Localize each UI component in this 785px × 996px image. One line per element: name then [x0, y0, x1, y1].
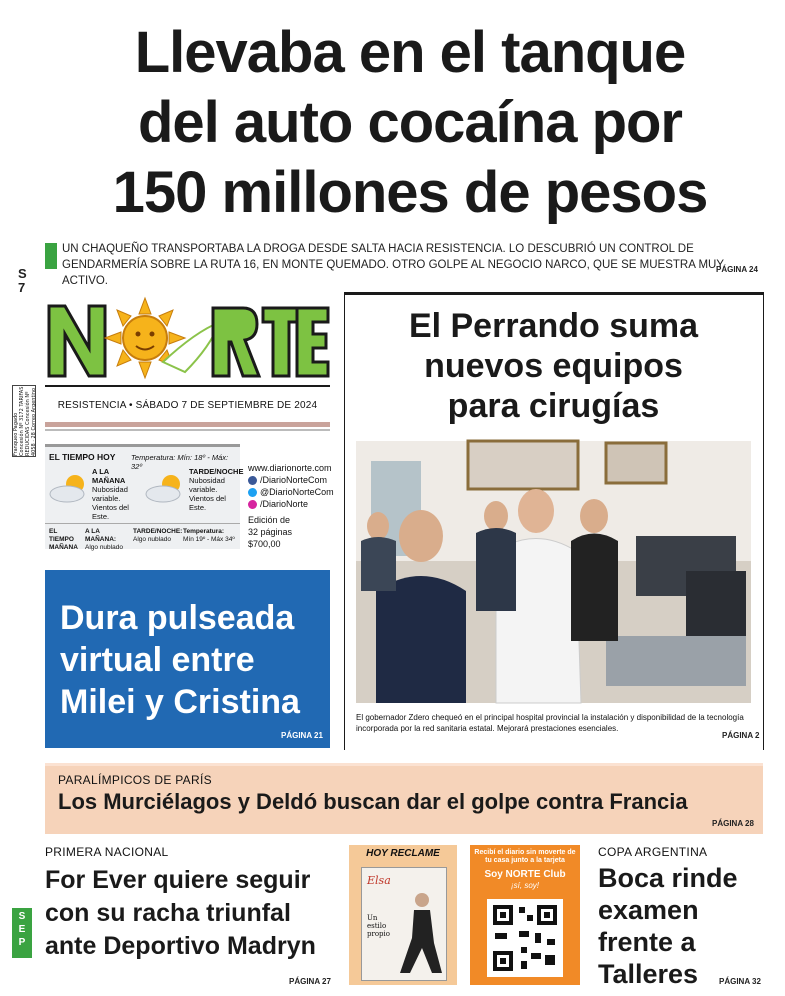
weather-night-label: TARDE/NOCHE [189, 467, 244, 476]
football-headline-line: For Ever quiere seguir [45, 866, 311, 894]
football-headline-line: con su racha triunfal [45, 899, 291, 927]
politics-page-ref: PÁGINA 21 [281, 731, 323, 740]
paralympics-page-ref: PÁGINA 28 [712, 819, 754, 828]
copa-headline-line: examen [598, 895, 699, 925]
elsa-cover-text: Un estilo propio [367, 914, 390, 938]
side-letter: 7 [18, 280, 26, 295]
twitter-icon [248, 488, 257, 497]
club-tag: ¡sí, soy! [510, 881, 539, 890]
side-letter: S [18, 266, 27, 281]
feature-headline-line: para cirugías [447, 387, 660, 425]
feature-headline [356, 306, 751, 426]
sep-letter: E [18, 924, 26, 935]
masthead-band-thin [45, 429, 330, 431]
elsa-ad-label: HOY RECLAME [366, 848, 440, 859]
feature-headline-line: El Perrando suma [408, 307, 699, 345]
copa-page-ref: PÁGINA 32 [719, 977, 761, 986]
soy-norte-club-ad[interactable] [470, 845, 580, 985]
main-headline-line: Llevaba en el tanque [134, 20, 686, 85]
dateline: RESISTENCIA • SÁBADO 7 DE SEPTIEMBRE DE 2024 [57, 400, 318, 411]
weather-morning-text: Nubosidad variable. Vientos del Este. [92, 485, 129, 521]
dek-accent-bar [45, 243, 57, 269]
weather-box [45, 444, 244, 551]
cloud-sun-icon [143, 473, 187, 503]
copa-headline-line: frente a [598, 927, 696, 957]
main-headline-line: del auto cocaína por [138, 90, 682, 155]
facebook-link[interactable]: /DiarioNorteCom [260, 475, 328, 485]
sep-letter: P [18, 937, 26, 948]
weather-temps: Temperatura: Mín: 18º - Máx: 32º [131, 453, 229, 471]
tomorrow-night: Algo nublado [133, 536, 171, 543]
model-figure-icon [396, 888, 444, 978]
tomorrow-temps: Mín 19º - Máx 34º [183, 536, 235, 543]
qr-code-icon [487, 899, 563, 977]
tomorrow-morning: Algo nublado [85, 544, 123, 551]
twitter-link[interactable]: @DiarioNorteCom [260, 487, 334, 497]
elsa-magazine-title: Elsa [367, 874, 391, 887]
weather-morning-label: A LA MAÑANA [92, 467, 126, 485]
main-headline-line: 150 millones de pesos [112, 160, 708, 225]
copa-headline-line: Talleres [598, 959, 699, 989]
feature-headline-line: nuevos equipos [424, 347, 683, 385]
instagram-icon [248, 500, 257, 509]
football-kicker: PRIMERA NACIONAL [45, 845, 169, 859]
website-link[interactable]: www.diarionorte.com [248, 463, 332, 473]
copa-kicker: COPA ARGENTINA [598, 845, 708, 859]
sep-letter: S [18, 911, 26, 922]
cloud-sun-icon [47, 473, 91, 503]
tomorrow-morning-label: A LA MAÑANA: [85, 528, 117, 543]
football-headline-line: ante Deportivo Madryn [45, 932, 316, 960]
feature-page-ref: PÁGINA 2 [722, 731, 760, 740]
weather-tomorrow-title: EL TIEMPO MAÑANA [49, 528, 78, 551]
facebook-icon [248, 476, 257, 485]
edition-info: Edición de 32 páginas $700,00 [248, 515, 293, 549]
main-dek: UN CHAQUEÑO TRANSPORTABA LA DROGA DESDE SALTA HACIA RESISTENCIA. LO DESCUBRIÓ UN CONTROL DE GENDARMERÍA SOBRE LA RUTA 16, EN MONTE QUEMADO. OTRO GOLPE AL NEGOCIO NARCO, QUE SE MUESTRA MUY ACTIVO. [62, 243, 724, 287]
club-brand: Soy NORTE Club [484, 869, 566, 880]
main-page-ref: PÁGINA 24 [716, 265, 758, 274]
football-page-ref: PÁGINA 27 [289, 977, 331, 986]
paralympics-headline: Los Murciélagos y Deldó buscan dar el golpe contra Francia [58, 789, 688, 814]
feature-photo[interactable] [356, 441, 751, 703]
elsa-magazine-ad[interactable] [349, 845, 457, 985]
politics-headline-line: Milei y Cristina [60, 683, 300, 721]
main-headline[interactable] [60, 18, 760, 228]
masthead-rule [45, 385, 330, 387]
postage-stamp: Franqueo Pagado Concesión Nº 3172 TARIFAS REDUCIDAS Concesión Nº 4058 · 28 Correo Argentino [13, 386, 37, 456]
hospital-photo-illustration [356, 441, 751, 703]
instagram-link[interactable]: /DiarioNorte [260, 499, 309, 509]
club-ad-text: Recibí el diario sin moverte de tu casa junto a la tarjeta [474, 849, 576, 864]
sep-month-marker [12, 908, 32, 958]
weather-divider [45, 523, 240, 524]
sun-logo-icon [45, 292, 330, 382]
politics-headline-line: virtual entre [60, 641, 255, 679]
politics-headline-line: Dura pulseada [60, 599, 295, 637]
politics-headline [60, 597, 325, 723]
norte-logo[interactable] [45, 292, 330, 382]
masthead-band [45, 422, 330, 427]
football-headline[interactable] [45, 864, 345, 963]
paralympics-kicker: PARALÍMPICOS DE PARÍS [58, 773, 212, 787]
copa-headline-line: Boca rinde [598, 863, 738, 893]
weather-night-text: Nubosidad variable. Vientos del Este. [189, 476, 226, 512]
elsa-cover [361, 867, 447, 981]
copa-headline[interactable] [598, 862, 758, 990]
tomorrow-temp-label: Temperatura: [183, 528, 225, 535]
contact-info [248, 462, 343, 550]
tomorrow-night-label: TARDE/NOCHE: [133, 528, 183, 535]
feature-caption: El gobernador Zdero chequeó en el principal hospital provincial la instalación y disponibilidad de la tecnología incorporada por la red sanitaria estatal. Mejorará prestaciones esenciales. [356, 713, 744, 733]
weather-title: EL TIEMPO HOY [49, 452, 116, 462]
